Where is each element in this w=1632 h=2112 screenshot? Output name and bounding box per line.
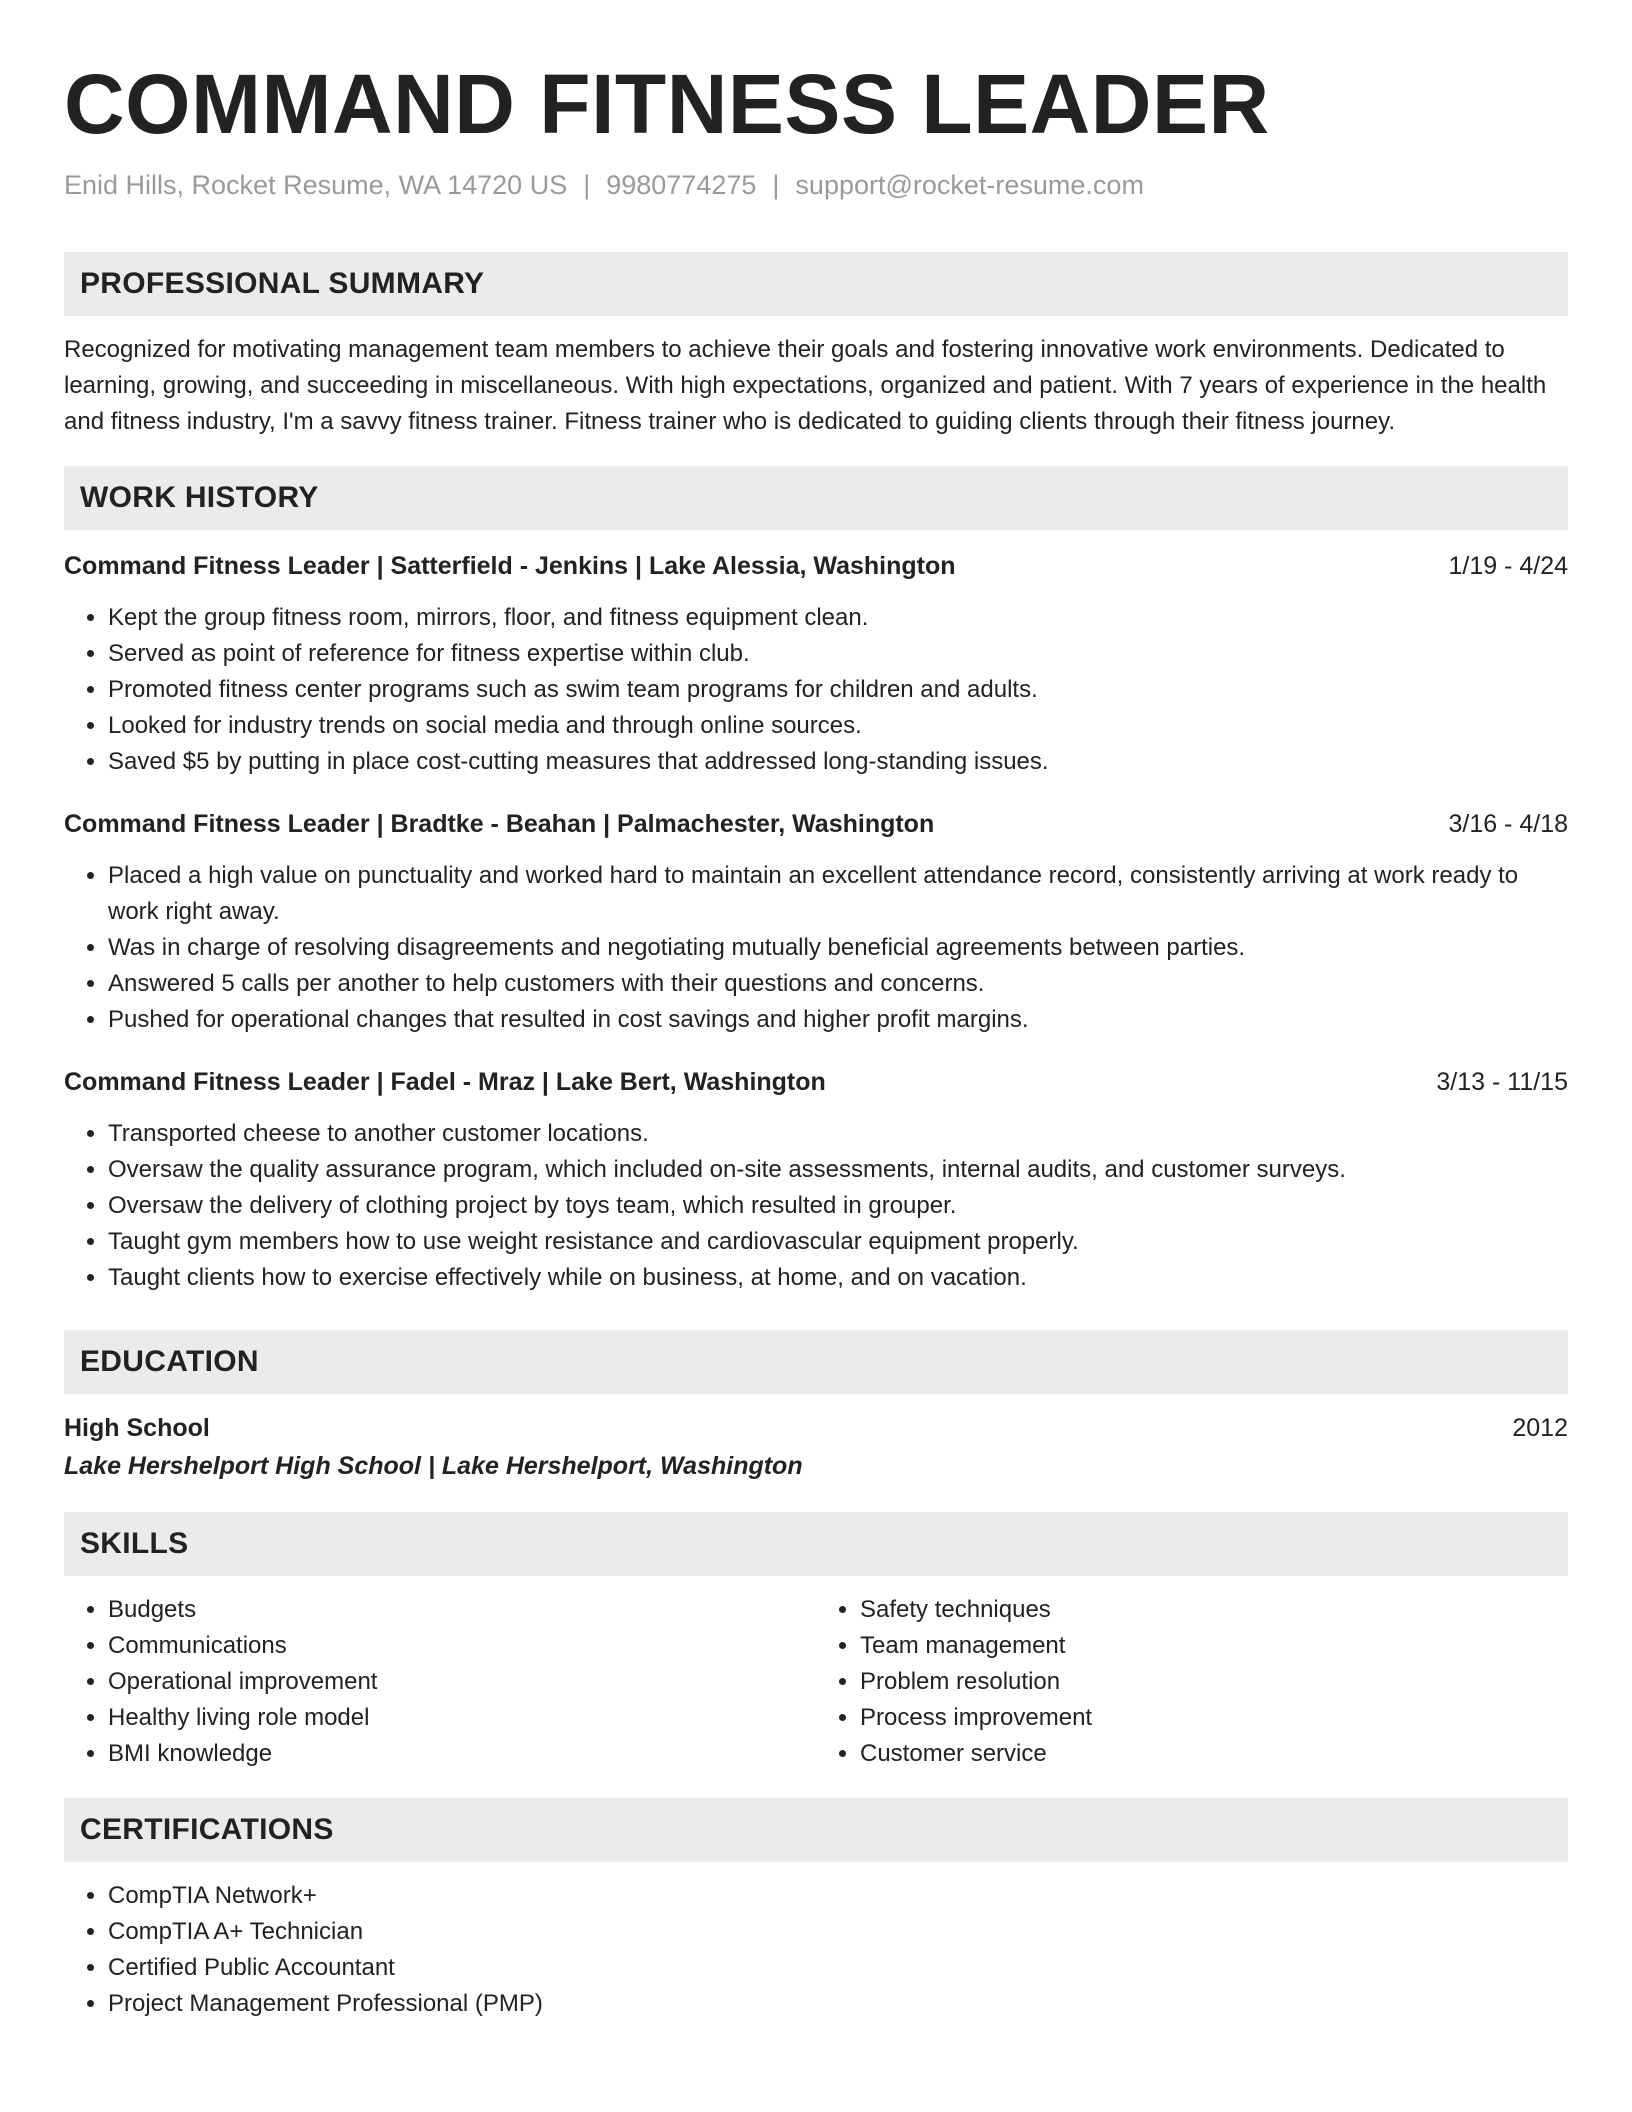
job-duties	[64, 1116, 1568, 1296]
job-duty: • Was in charge of resolving disagreements and negotiating mutually beneficial agreements between parties.	[108, 930, 1568, 966]
job-duty: • Served as point of reference for fitness expertise within club.	[108, 636, 1568, 672]
section-heading-skills: SKILLS	[64, 1512, 1568, 1576]
work-history-section	[64, 466, 1568, 1296]
job-duty: • Saved $5 by putting in place cost-cutting measures that addressed long-standing issues.	[108, 744, 1568, 780]
education-entry	[64, 1410, 1568, 1486]
skill-item: • Team management	[860, 1628, 1568, 1664]
skill-item: • BMI knowledge	[108, 1736, 816, 1772]
contact-line	[64, 166, 1568, 204]
certification-item: • CompTIA Network+	[108, 1878, 1568, 1914]
education-school: Lake Hershelport High School | Lake Hershelport, Washington	[64, 1452, 803, 1480]
skills-section	[64, 1512, 1568, 1772]
job-duty: • Answered 5 calls per another to help customers with their questions and concerns.	[108, 966, 1568, 1002]
section-heading-education: EDUCATION	[64, 1330, 1568, 1394]
education-degree: High School	[64, 1414, 210, 1442]
job-header	[64, 806, 1568, 842]
certifications-list	[64, 1878, 1568, 2022]
certification-item: • CompTIA A+ Technician	[108, 1914, 1568, 1950]
skill-item: • Operational improvement	[108, 1664, 816, 1700]
certification-item: • Certified Public Accountant	[108, 1950, 1568, 1986]
job-duty: • Transported cheese to another customer locations.	[108, 1116, 1568, 1152]
job-entry	[64, 1064, 1568, 1296]
job-duty: • Oversaw the quality assurance program, which included on-site assessments, internal audits, and customer surveys.	[108, 1152, 1568, 1188]
job-duties	[64, 600, 1568, 780]
summary-section	[64, 252, 1568, 440]
contact-separator: |	[583, 170, 591, 200]
job-duty: • Kept the group fitness room, mirrors, floor, and fitness equipment clean.	[108, 600, 1568, 636]
certification-item: • Project Management Professional (PMP)	[108, 1986, 1568, 2022]
skills-list-right	[816, 1592, 1568, 1772]
job-title: Command Fitness Leader | Bradtke - Beahan | Palmachester, Washington	[64, 810, 935, 838]
job-duties	[64, 858, 1568, 1038]
skill-item: • Problem resolution	[860, 1664, 1568, 1700]
skill-item: • Process improvement	[860, 1700, 1568, 1736]
job-duty: • Oversaw the delivery of clothing project by toys team, which resulted in grouper.	[108, 1188, 1568, 1224]
job-duty: • Taught gym members how to use weight resistance and cardiovascular equipment properly.	[108, 1224, 1568, 1260]
job-duty: • Promoted fitness center programs such as swim team programs for children and adults.	[108, 672, 1568, 708]
skills-list-left	[64, 1592, 816, 1772]
job-duty: • Looked for industry trends on social media and through online sources.	[108, 708, 1568, 744]
job-duty: • Taught clients how to exercise effectively while on business, at home, and on vacation.	[108, 1260, 1568, 1296]
contact-separator: |	[772, 170, 780, 200]
skill-item: • Safety techniques	[860, 1592, 1568, 1628]
candidate-name: COMMAND FITNESS LEADER	[64, 57, 1270, 151]
section-heading-certifications: CERTIFICATIONS	[64, 1798, 1568, 1862]
job-title: Command Fitness Leader | Satterfield - Jenkins | Lake Alessia, Washington	[64, 552, 956, 580]
education-header	[64, 1410, 1568, 1446]
job-title: Command Fitness Leader | Fadel - Mraz | Lake Bert, Washington	[64, 1068, 826, 1096]
education-year: 2012	[1512, 1414, 1568, 1442]
skill-item: • Communications	[108, 1628, 816, 1664]
job-dates: 3/16 - 4/18	[1448, 810, 1568, 838]
certifications-section	[64, 1798, 1568, 2022]
contact-email: support@rocket-resume.com	[795, 170, 1144, 200]
contact-phone: 9980774275	[606, 170, 757, 200]
job-entry	[64, 806, 1568, 1038]
section-heading-work-history: WORK HISTORY	[64, 466, 1568, 530]
education-section	[64, 1330, 1568, 1486]
contact-address: Enid Hills, Rocket Resume, WA 14720 US	[64, 170, 568, 200]
skill-item: • Budgets	[108, 1592, 816, 1628]
job-entry	[64, 548, 1568, 780]
job-dates: 1/19 - 4/24	[1448, 552, 1568, 580]
section-heading-summary: PROFESSIONAL SUMMARY	[64, 252, 1568, 316]
job-duty: • Placed a high value on punctuality and worked hard to maintain an excellent attendance record, consistently arriving at work ready to work right away.	[108, 858, 1568, 930]
job-duty: • Pushed for operational changes that resulted in cost savings and higher profit margins.	[108, 1002, 1568, 1038]
skills-columns	[64, 1592, 1568, 1772]
skill-item: • Healthy living role model	[108, 1700, 816, 1736]
summary-text: Recognized for motivating management team members to achieve their goals and fostering innovative work environments. Dedicated to learning, growing, and succeeding in miscellaneous. With high expectations, organized and patient. With 7 years of experience in the health and fitness industry, I'm a savvy fitness trainer. Fitness trainer who is dedicated to guiding clients through their fitness journey.	[64, 336, 1547, 435]
job-header	[64, 1064, 1568, 1100]
job-header	[64, 548, 1568, 584]
job-dates: 3/13 - 11/15	[1436, 1068, 1568, 1096]
skill-item: • Customer service	[860, 1736, 1568, 1772]
